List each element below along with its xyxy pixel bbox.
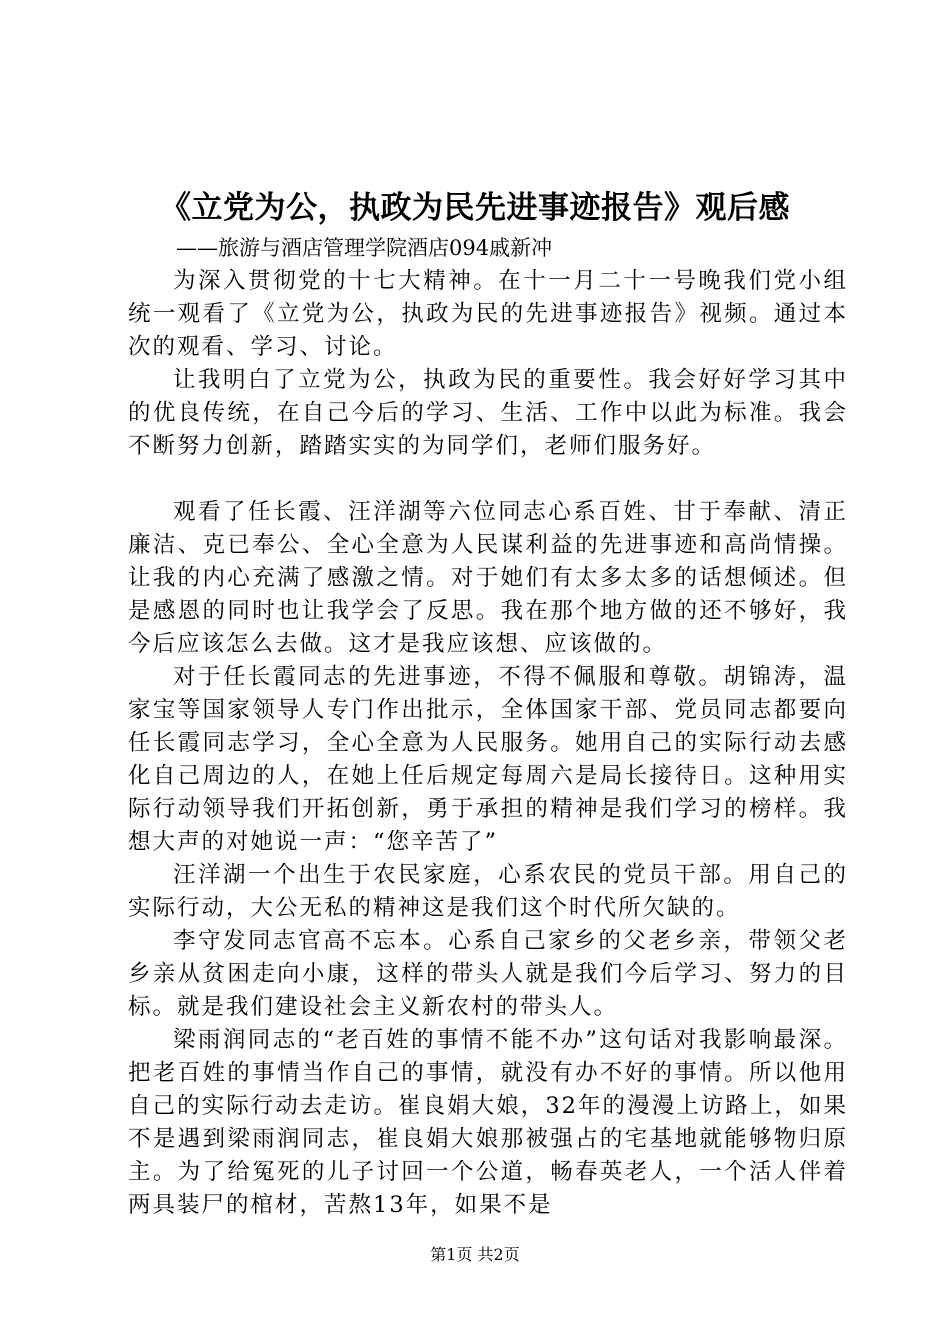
- document-title: 《立党为公，执政为民先进事迹报告》观后感: [160, 190, 790, 226]
- paragraph-spacer: [128, 463, 848, 496]
- paragraph: 李守发同志官高不忘本。心系自己家乡的父老乡亲，带领父老乡亲从贫困走向小康，这样的带头人就是我们今后学习、努力的目标。就是我们建设社会主义新农村的带头人。: [128, 928, 848, 1020]
- paragraph: 对于任长霞同志的先进事迹，不得不佩服和尊敬。胡锦涛，温家宝等国家领导人专门作出批示，全体国家干部、党员同志都要向任长霞同志学习，全心全意为人民服务。她用自己的实际行动去感化自己周边的人，在她上任后规定每周六是局长接待日。这种用实际行动领导我们开拓创新，勇于承担的精神是我们学习的榜样。我想大声的对她说一声：“您辛苦了”: [128, 664, 848, 855]
- paragraph: 为深入贯彻党的十七大精神。在十一月二十一号晚我们党小组统一观看了《立党为公，执政为民的先进事迹报告》视频。通过本次的观看、学习、讨论。: [128, 268, 848, 360]
- page-number-footer: 第1页 共2页: [430, 1245, 520, 1264]
- paragraph: 汪洋湖一个出生于农民家庭，心系农民的党员干部。用自己的实际行动，大公无私的精神这是我们这个时代所欠缺的。: [128, 862, 848, 921]
- paragraph: 观看了任长霞、汪洋湖等六位同志心系百姓、甘于奉献、清正廉洁、克已奉公、全心全意为人民谋利益的先进事迹和高尚情操。让我的内心充满了感激之情。对于她们有太多太多的话想倾述。但是感恩的同时也让我学会了反思。我在那个地方做的还不够好，我今后应该怎么去做。这才是我应该想、应该做的。: [128, 499, 848, 657]
- author-line: ——旅游与酒店管理学院酒店094戚新冲: [176, 236, 553, 260]
- paragraph: 梁雨润同志的“老百姓的事情不能不办”这句话对我影响最深。把老百姓的事情当作自己的事情，就没有办不好的事情。所以他用自己的实际行动去走访。崔良娟大娘，32年的漫漫上访路上，如果不是遇到梁雨润同志，崔良娟大娘那被强占的宅基地就能够物归原主。为了给冤死的儿子讨回一个公道，畅春英老人，一个活人伴着两具装尸的棺材，苦熬13年，如果不是: [128, 1027, 848, 1218]
- document-body: [128, 232, 848, 1222]
- paragraph: 让我明白了立党为公，执政为民的重要性。我会好好学习其中的优良传统，在自己今后的学习、生活、工作中以此为标准。我会不断努力创新，踏踏实实的为同学们，老师们服务好。: [128, 367, 848, 459]
